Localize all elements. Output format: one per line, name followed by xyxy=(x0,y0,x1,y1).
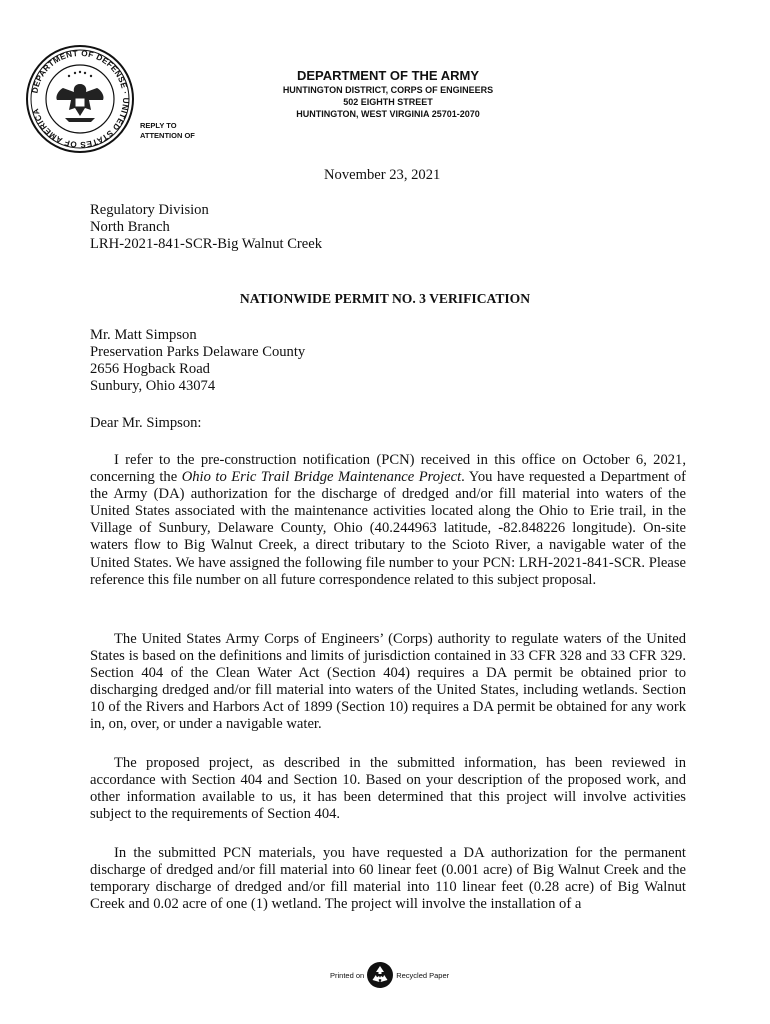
printed-on-label: Printed on xyxy=(330,970,365,980)
branch-line: North Branch xyxy=(90,219,170,235)
footer xyxy=(330,960,449,990)
body-paragraph-1 xyxy=(90,452,686,589)
recipient-name: Mr. Matt Simpson xyxy=(90,327,197,343)
attention-of-label: ATTENTION OF xyxy=(140,131,195,140)
p1-text-start: I refer to the pre-construction notification (PCN) received in this office on October 6, 2021, concerning the xyxy=(90,452,686,486)
body-paragraph-4: In the submitted PCN materials, you have requested a DA authorization for the permanent discharge of dredged and/or fill material into 60 linear feet (0.001 acre) of Big Walnut Creek and the temporary discharge of dredged and/or fill material into 110 linear feet (0.28 acre) of Big Walnut Creek and 0.02 acre of one (1) wetland. The project will involve the installation of a xyxy=(90,845,686,913)
recipient-city: Sunbury, Ohio 43074 xyxy=(90,378,216,394)
letter-date: November 23, 2021 xyxy=(324,167,441,183)
division-line: Regulatory Division xyxy=(90,202,209,218)
city-address: HUNTINGTON, WEST VIRGINIA 25701-2070 xyxy=(296,109,480,119)
recycle-icon xyxy=(366,961,394,989)
street-address: 502 EIGHTH STREET xyxy=(343,97,433,107)
seal-ring-text: DEPARTMENT OF DEFENSE · UNITED STATES OF AMERICA xyxy=(30,48,131,150)
letterhead xyxy=(230,68,546,120)
letter-title: NATIONWIDE PERMIT NO. 3 VERIFICATION xyxy=(239,291,531,306)
reply-to-block xyxy=(140,121,195,141)
body-paragraph-3: The proposed project, as described in the submitted information, has been reviewed in accordance with Section 404 and Section 10. Based on your description of the proposed work, and other information available to us, it has been determined that this project will involve activities subject to the requirements of Section 404. xyxy=(90,755,686,823)
recipient-street: 2656 Hogback Road xyxy=(90,361,210,377)
recycled-paper-label: Recycled Paper xyxy=(396,970,450,980)
agency-name: DEPARTMENT OF THE ARMY xyxy=(297,68,479,83)
dod-seal xyxy=(25,44,135,154)
file-number-line: LRH-2021-841-SCR-Big Walnut Creek xyxy=(90,236,323,252)
project-name: Ohio to Eric Trail Bridge Maintenance Project xyxy=(181,469,462,486)
p1-text-end: . You have requested a Department of the Army (DA) authorization for the discharge of dredged and/or fill material into waters of the United States associated with the maintenance activities located along the Ohio to Erie trail, in the Village of Sunbury, Delaware County, Ohio (40.244963 latitude, -82.848226 longitude). On-site waters flow to Big Walnut Creek, a direct tributary to the Scioto River, a navigable water of the United States. We have assigned the following file number to your PCN: LRH-2021-841-SCR. Please reference this file number on all future correspondence related to this subject proposal. xyxy=(90,469,686,588)
district-name: HUNTINGTON DISTRICT, CORPS OF ENGINEERS xyxy=(282,85,494,95)
recipient-org: Preservation Parks Delaware County xyxy=(90,344,306,360)
reply-to-label: REPLY TO xyxy=(140,121,177,130)
body-paragraph-2: The United States Army Corps of Engineers’ (Corps) authority to regulate waters of the United States is based on the definitions and limits of jurisdiction contained in 33 CFR 328 and 33 CFR 329. Section 404 of the Clean Water Act (Section 404) requires a DA permit be obtained prior to discharging dredged and/or fill material into waters of the United States, including wetlands. Section 10 of the Rivers and Harbors Act of 1899 (Section 10) requires a DA permit be obtained for any work in, on, over, or under a navigable water. xyxy=(90,631,686,733)
salutation: Dear Mr. Simpson: xyxy=(90,415,202,431)
